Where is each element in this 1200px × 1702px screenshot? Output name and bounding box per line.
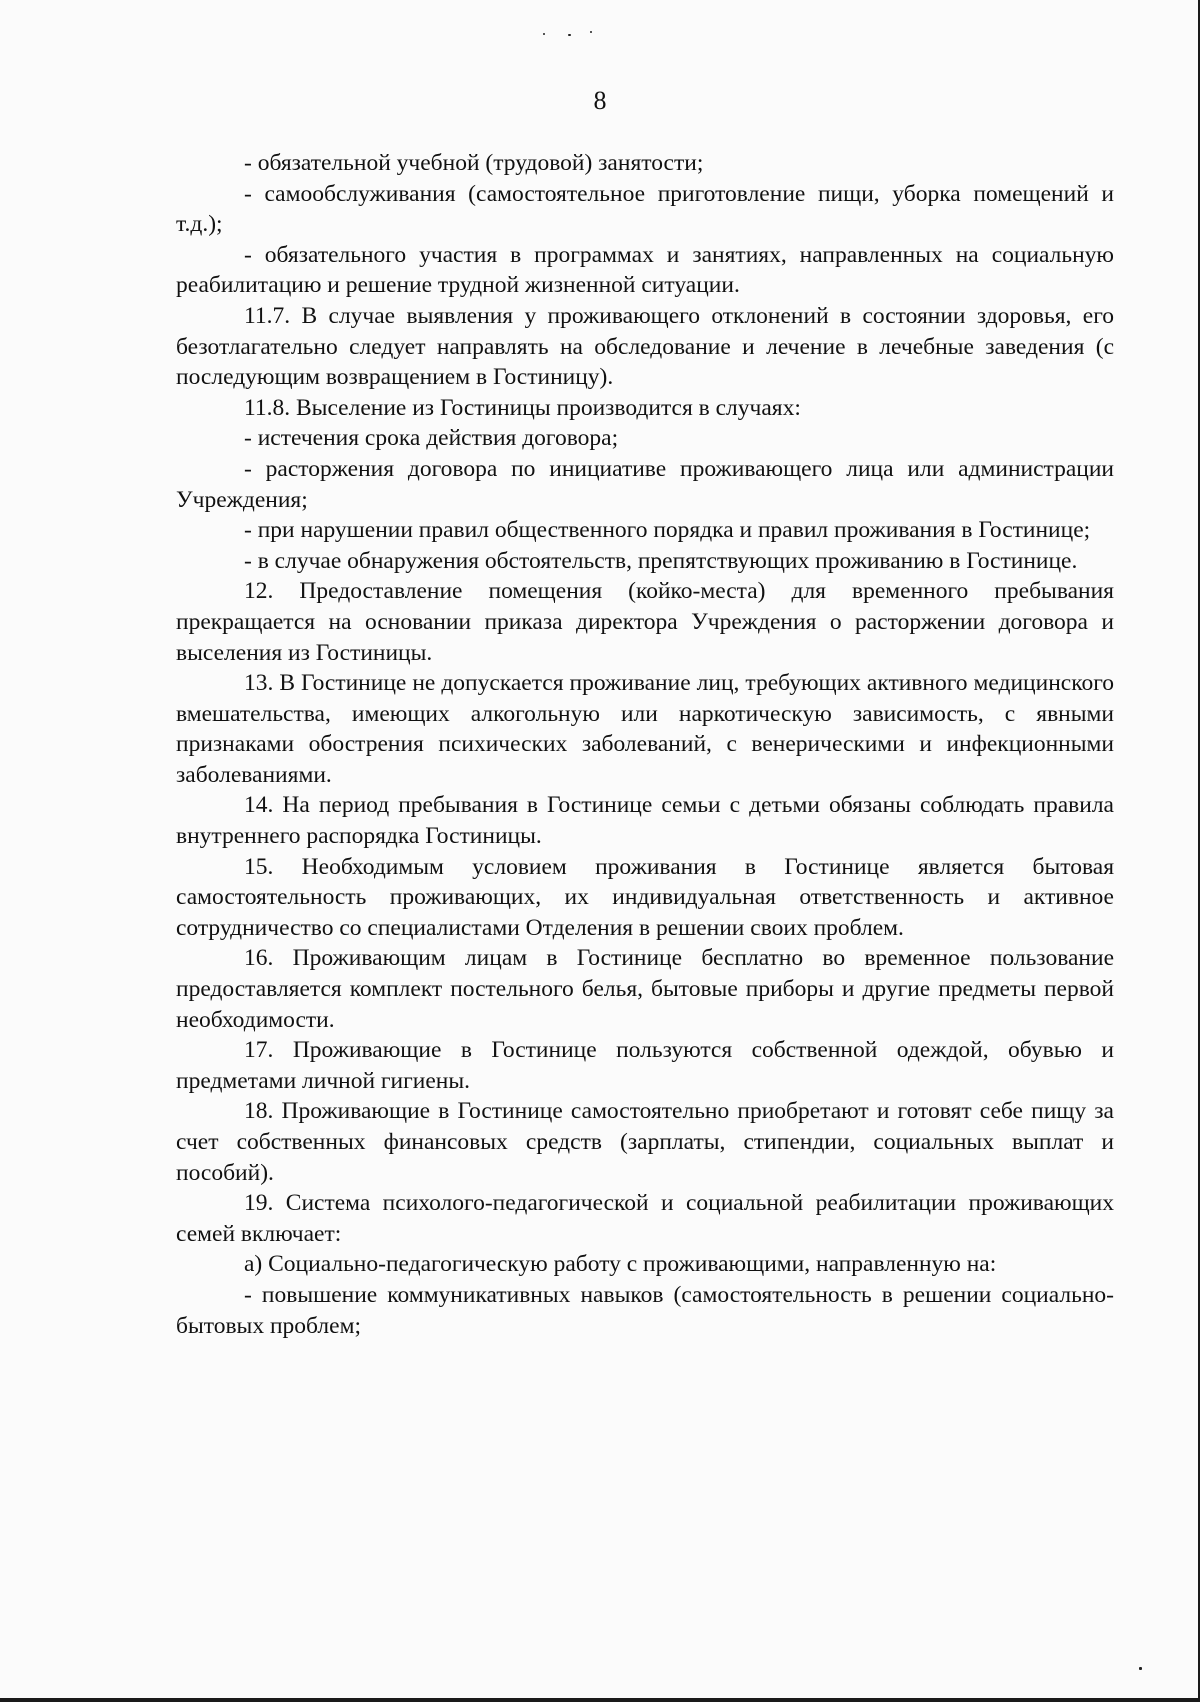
- paragraph: 17. Проживающие в Гостинице пользуются собственной одеждой, обувью и предметами личной гигиены.: [176, 1037, 1114, 1094]
- paragraph: - истечения срока действия договора;: [244, 425, 619, 452]
- paragraph: 13. В Гостинице не допускается проживание лиц, требующих активного медицинского вмешательства, имеющих алкогольную или наркотическую зависимость, с явными признаками обострения психических заболеваний, с венерическими и инфекционными заболеваниями.: [176, 670, 1114, 788]
- paragraph: 12. Предоставление помещения (койко-места) для временного пребывания прекращается на основании приказа директора Учреждения о расторжении договора и выселения из Гостиницы.: [176, 578, 1114, 666]
- page-number: 8: [593, 86, 607, 115]
- scan-speck: [543, 33, 545, 35]
- paragraph: 15. Необходимым условием проживания в Гостинице является бытовая самостоятельность проживающих, их индивидуальная ответственность и активное сотрудничество со специалистами Отделения в решении своих проблем.: [176, 853, 1114, 941]
- scan-speck: [590, 31, 592, 33]
- paragraph: 18. Проживающие в Гостинице самостоятельно приобретают и готовят себе пищу за счет собственных финансовых средств (зарплаты, стипендии, социальных выплат и пособий).: [176, 1098, 1114, 1186]
- paragraph: 11.8. Выселение из Гостиницы производится в случаях:: [244, 394, 801, 421]
- paragraph: 11.7. В случае выявления у проживающего отклонений в состоянии здоровья, его безотлагательно следует направлять на обследование и лечение в лечебные заведения (с последующим возвращением в Гостиницу).: [176, 302, 1114, 391]
- scan-edge-bottom: [0, 1698, 1200, 1702]
- scan-speck: [1139, 1667, 1142, 1670]
- paragraph: 16. Проживающим лицам в Гостинице бесплатно во временное пользование предоставляется комплект постельного белья, бытовые приборы и другие предметы первой необходимости.: [176, 945, 1114, 1033]
- paragraph: - обязательного участия в программах и занятиях, направленных на социальную реабилитацию и решение трудной жизненной ситуации.: [176, 241, 1114, 299]
- paragraph: - в случае обнаружения обстоятельств, препятствующих проживанию в Гостинице.: [244, 547, 1078, 574]
- paragraph: - при нарушении правил общественного порядка и правил проживания в Гостинице;: [244, 517, 1091, 544]
- document-body: [176, 148, 1114, 1341]
- paragraph: а) Социально-педагогическую работу с проживающими, направленную на:: [244, 1251, 997, 1278]
- paragraph: - повышение коммуникативных навыков (самостоятельность в решении социально-бытовых проблем;: [176, 1281, 1114, 1339]
- paragraph: - самообслуживания (самостоятельное приготовление пищи, уборка помещений и т.д.);: [176, 180, 1114, 238]
- paragraph: - обязательной учебной (трудовой) занятости;: [244, 150, 704, 176]
- paragraph: 19. Система психолого-педагогической и социальной реабилитации проживающих семей включает:: [176, 1190, 1114, 1247]
- paragraph: 14. На период пребывания в Гостинице семьи с детьми обязаны соблюдать правила внутреннего распорядка Гостиницы.: [176, 792, 1114, 850]
- paragraph: - расторжения договора по инициативе проживающего лица или администрации Учреждения;: [176, 455, 1114, 513]
- scan-speck: [568, 34, 571, 36]
